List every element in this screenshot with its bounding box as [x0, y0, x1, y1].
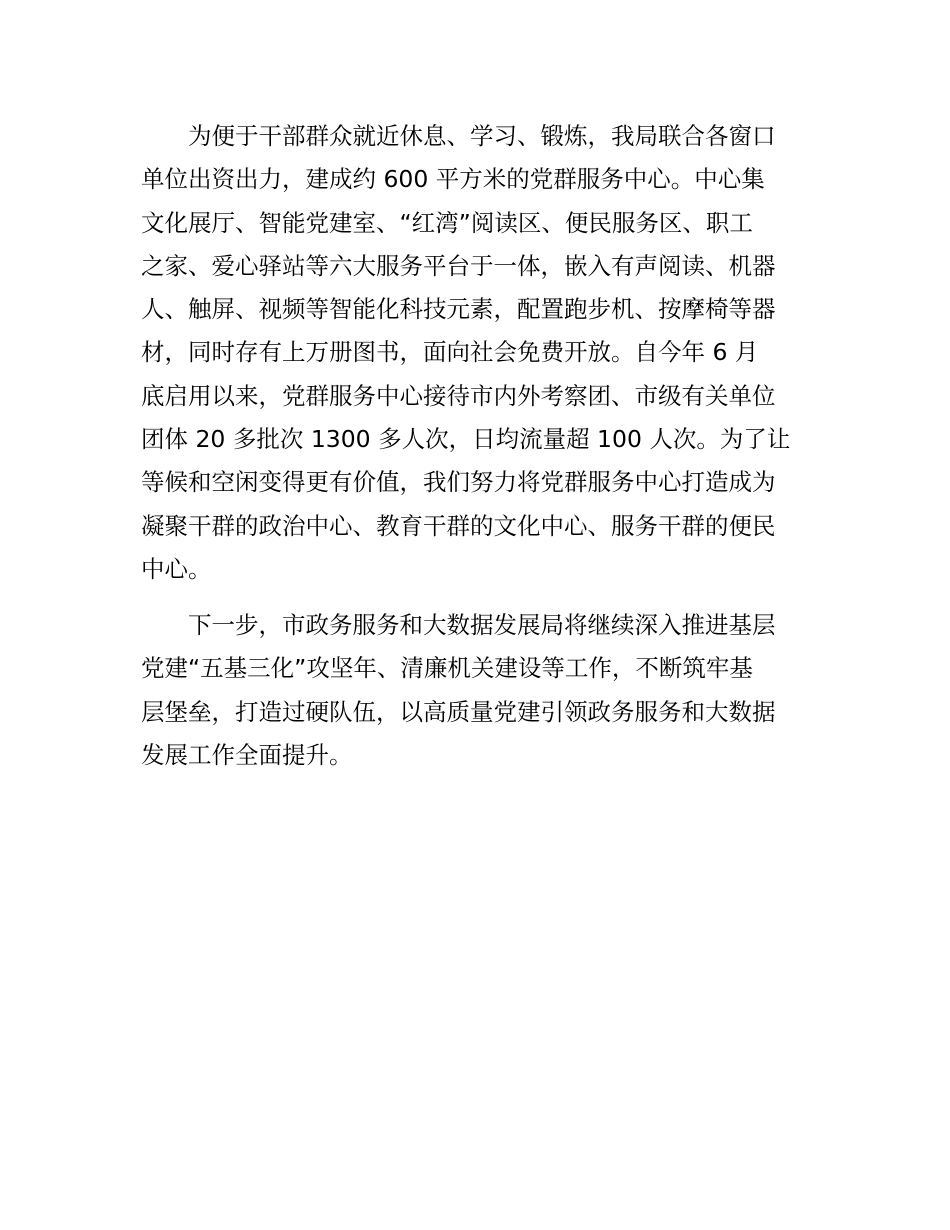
- text-line: 为便于干部群众就近休息、学习、锻炼，我局联合各窗口: [141, 122, 776, 150]
- text-line: 文化展厅、智能党建室、“红湾”阅读区、便民服务区、职工: [141, 208, 753, 237]
- text-line: 中心。: [141, 554, 212, 583]
- text-line: 底启用以来，党群服务中心接待市内外考察团、市级有关单位: [141, 381, 776, 410]
- text-line: 凝聚干群的政治中心、教育干群的文化中心、服务干群的便民: [141, 511, 776, 540]
- text-line: 层堡垒，打造过硬队伍，以高质量党建引领政务服务和大数据: [141, 697, 776, 726]
- paragraph-next-steps: [141, 604, 813, 777]
- text-line: 团体 20 多批次 1300 多人次，日均流量超 100 人次。为了让: [141, 425, 791, 454]
- text-line: 等候和空闲变得更有价值，我们努力将党群服务中心打造成为: [141, 468, 776, 497]
- text-line: 党建“五基三化”攻坚年、清廉机关建设等工作，不断筑牢基: [141, 654, 753, 683]
- text-line: 之家、爱心驿站等六大服务平台于一体，嵌入有声阅读、机器: [141, 251, 776, 280]
- text-line: 单位出资出力，建成约 600 平方米的党群服务中心。中心集: [141, 165, 765, 194]
- paragraph-party-service-center: [141, 115, 813, 591]
- text-line: 发展工作全面提升。: [141, 740, 353, 769]
- text-line: 下一步，市政务服务和大数据发展局将继续深入推进基层: [141, 611, 776, 639]
- text-line: 材，同时存有上万册图书，面向社会免费开放。自今年 6 月: [141, 338, 759, 367]
- text-line: 人、触屏、视频等智能化科技元素，配置跑步机、按摩椅等器: [141, 295, 776, 324]
